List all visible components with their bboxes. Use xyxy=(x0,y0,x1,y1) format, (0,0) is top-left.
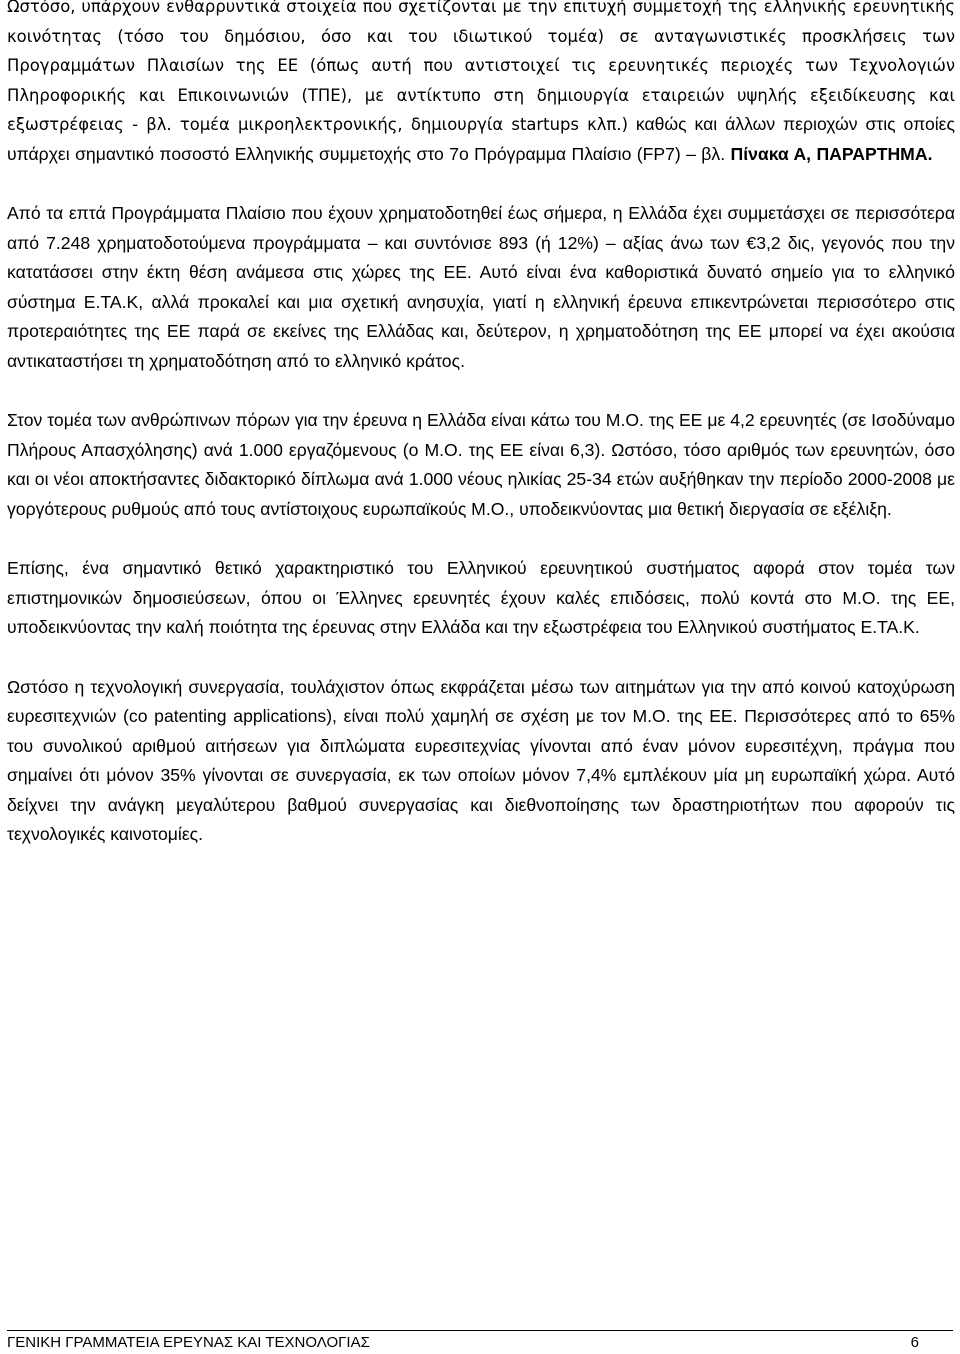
footer-title: ΓΕΝΙΚΗ ΓΡΑΜΜΑΤΕΙΑ ΕΡΕΥΝΑΣ ΚΑΙ ΤΕΧΝΟΛΟΓΙΑΣ xyxy=(7,1334,370,1351)
table-reference: Πίνακα Α, ΠΑΡΑΡΤΗΜΑ xyxy=(730,143,928,164)
page-footer xyxy=(7,1333,953,1353)
table-reference-period: . xyxy=(927,143,933,164)
paragraph-participation xyxy=(7,0,955,169)
paragraph-human-resources: Στον τομέα των ανθρώπινων πόρων για την έρευνα η Ελλάδα είναι κάτω του Μ.Ο. της ΕΕ με 4,2 ερευνητές (σε Ισοδύναμο Πλήρους Απασχόλησης) ανά 1.000 εργαζόμενους (ο Μ.Ο. της ΕΕ είναι 6,3). Ωστόσο, τόσο αριθμός των ερευνητών, όσο και οι νέοι αποκτήσαντες διδακτορικό δίπλωμα ανά 1.000 νέους ηλικίας 25-34 ετών αυξήθηκαν την περίοδο 2000-2008 με γοργότερους ρυθμούς από τους αντίστοιχους ευρωπαϊκούς Μ.Ο., υποδεικνύοντας μια θετική διεργασία σε εξέλιξη. xyxy=(7,410,955,519)
paragraph-publications: Επίσης, ένα σημαντικό θετικό χαρακτηριστικό του Ελληνικού ερευνητικού συστήματος αφορά στον τομέα των επιστημονικών δημοσιεύσεων, όπου οι Έλληνες ερευνητές έχουν καλές επιδόσεις, πολύ κοντά στο Μ.Ο. της ΕΕ, υποδεικνύοντας την καλή ποιότητα της έρευνας στην Ελλάδα και την εξωστρέφεια του Ελληνικού συστήματος Ε.ΤΑ.Κ. xyxy=(7,558,955,637)
paragraph-participation-lead: Ωστόσο, υπάρχουν ενθαρρυντικά στοιχεία που σχετίζονται με την επιτυχή συμμετοχή της ελληνικής ερευνητικής κοινότητας (τόσο του δημόσιου, όσο και του ιδιωτικού τομέα) σε ανταγωνιστικές προσκλήσεις των Προγραμμάτων Πλαισίων της ΕΕ (όπως αυτή που αντιστοιχεί τις ερευνητικές περιοχές των Τεχνολογιών Πληροφορικής και Επικοινωνιών (ΤΠΕ), με αντίκτυπο στη δημιουργία εταιρειών υψηλής εξειδίκευσης και εξωστρέφειας - βλ. τομέα μικροηλεκτρονικής, δημιουργία startups κλπ.) xyxy=(7,0,955,134)
footer-divider xyxy=(7,1330,953,1331)
paragraph-framework-programmes: Από τα επτά Προγράμματα Πλαίσιο που έχουν χρηματοδοτηθεί έως σήμερα, η Ελλάδα έχει συμμετάσχει σε περισσότερα από 7.248 χρηματοδοτούμενα προγράμματα – και συντόνισε 893 (ή 12%) – αξίας άνω των €3,2 δις, γεγονός που την κατατάσσει στην έκτη θέση ανάμεσα στις χώρες της ΕΕ. Αυτό είναι ένα καθοριστικά δυνατό σημείο για το ελληνικό σύστημα Ε.ΤΑ.Κ, αλλά προκαλεί και μια σχετική ανησυχία, γιατί η ελληνική έρευνα επικεντρώνεται περισσότερο στις προτεραιότητες της ΕΕ παρά σε εκείνες της Ελλάδας και, δεύτερον, η χρηματοδότηση της ΕΕ μπορεί να έχει ακούσια αντικαταστήσει τη χρηματοδότηση από το ελληνικό κράτος. xyxy=(7,203,955,371)
paragraph-technological-cooperation: Ωστόσο η τεχνολογική συνεργασία, τουλάχιστον όπως εκφράζεται μέσω των αιτημάτων για την από κοινού κατοχύρωση ευρεσιτεχνιών (co patenting applications), είναι πολύ χαμηλή σε σχέση με τον Μ.Ο. της ΕΕ. Περισσότερες από το 65% του συνολικού αριθμού αιτήσεων για διπλώματα ευρεσιτεχνίας γίνονται από έναν μόνον ευρεσιτέχνη, πράγμα που σημαίνει ότι μόνον 35% γίνονται σε συνεργασία, εκ των οποίων μόνον 7,4% εμπλέκουν μία μη ευρωπαϊκή χώρα. Αυτό δείχνει την ανάγκη μεγαλύτερου βαθμού συνεργασίας και διεθνοποίησης των δραστηριοτήτων που αφορούν τις τεχνολογικές καινοτομίες. xyxy=(7,676,955,844)
page-number: 6 xyxy=(910,1334,919,1351)
document-body xyxy=(7,0,955,850)
paragraph-participation-tail: καθώς και άλλων περιοχών στις οποίες υπάρχει σημαντικό ποσοστό Ελληνικής συμμετοχής στο 7ο Πρόγραμμα Πλαίσιο (FP7) – βλ. xyxy=(7,114,955,164)
